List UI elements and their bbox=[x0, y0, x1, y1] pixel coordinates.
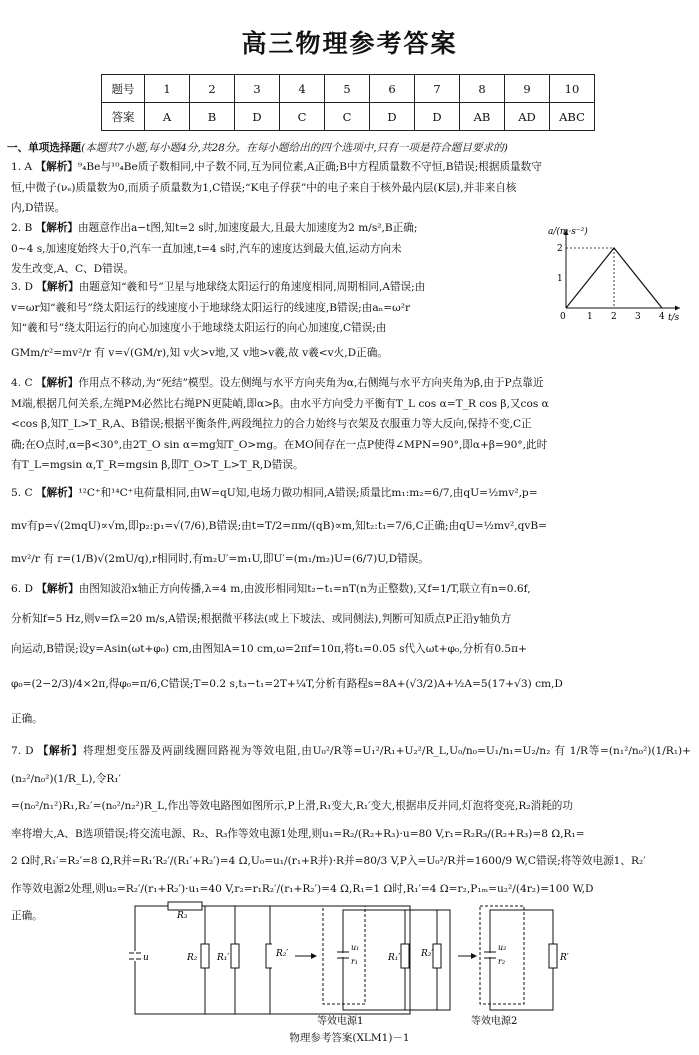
solution-line: 确;在O点时,α=β<30°,由2T_O sin α=mg知T_O>mg。在MO间存在一点P使得∠MPN=90°,即α+β=90°,此时 bbox=[11, 438, 548, 451]
solution-text: 将理想变压器及两副线圈回路视为等效电阻,由U₀²/R等=U₁²/R₁+U₂²/R_L,U₀/n₀=U₁/n₁=U₂/n₂ 有 1/R等=(n₁²/n₀²)(1/R₁)+(n₂²/n₀²)(1/R_L),令R₁′ bbox=[11, 745, 692, 785]
equivalent-source2-box bbox=[480, 906, 524, 1004]
answer-prefix: 2. B bbox=[11, 222, 33, 234]
arrow-right-icon bbox=[458, 953, 477, 959]
answer-cell: A bbox=[145, 103, 190, 131]
solution-q2 bbox=[11, 218, 546, 280]
solution-text: ¹²C⁺和¹⁴C⁺电荷量相同,由W=qU知,电场力做功相同,A错误;质量比m₁:m₂=6/7,由qU=½mv²,p= bbox=[78, 487, 538, 499]
answer-cell: B bbox=[190, 103, 235, 131]
question-number: 4 bbox=[280, 75, 325, 103]
solution-line: 内,D错误。 bbox=[11, 202, 66, 214]
solution-line: 有T_L=mgsin α,T_R=mgsin β,即T_O>T_L>T_R,D错误。 bbox=[11, 459, 304, 471]
resistor-r2 bbox=[201, 944, 209, 968]
answer-cell: AB bbox=[460, 103, 505, 131]
x-tick-label: 4 bbox=[659, 312, 665, 322]
answer-table-row-label: 答案 bbox=[102, 103, 145, 131]
answer-prefix: 5. C bbox=[11, 487, 33, 499]
analysis-tag: 【解析】 bbox=[35, 222, 79, 234]
section-title: 一、单项选择题 bbox=[7, 142, 82, 154]
resistor-r3 bbox=[168, 902, 202, 910]
answer-table bbox=[101, 74, 595, 131]
solution-line bbox=[11, 157, 691, 178]
r2p-label-2: R₂′ bbox=[421, 949, 434, 959]
answer-cell: D bbox=[235, 103, 280, 131]
r2-source-label: r₂ bbox=[498, 957, 506, 966]
analysis-tag: 【解析】 bbox=[35, 161, 78, 173]
solution-text: 由图知波沿x轴正方向传播,λ=4 m,由波形相同知t₂−t₁=nT(n为正整数),又f=1/T,联立有n=0.6f, bbox=[78, 583, 531, 595]
solution-line bbox=[11, 218, 546, 239]
solution-text: 由题意作出a−t图,知t=2 s时,加速度最大,且最大加速度为2 m/s²,B正确; bbox=[78, 222, 418, 234]
solution-q1 bbox=[11, 157, 691, 219]
y-tick-label: 2 bbox=[557, 244, 563, 254]
answer-cell: AD bbox=[505, 103, 550, 131]
x-tick-label: 2 bbox=[611, 312, 617, 322]
solution-line bbox=[11, 277, 546, 298]
r2p-label: R₂′ bbox=[276, 949, 289, 959]
answer-table-number-row bbox=[102, 75, 595, 103]
r1p-label: R₁′ bbox=[217, 953, 230, 963]
analysis-tag: 【解析】 bbox=[36, 281, 79, 293]
question-number: 7 bbox=[415, 75, 460, 103]
question-number: 2 bbox=[190, 75, 235, 103]
answer-prefix: 4. C bbox=[11, 377, 33, 389]
graph-tick-labels bbox=[557, 244, 665, 322]
answer-prefix: 1. A bbox=[11, 161, 33, 173]
section-heading bbox=[7, 139, 695, 157]
solution-text: ⁹₄Be与¹⁰₄Be质子数相同,中子数不同,互为同位素,A正确;B中方程质量数不守恒,B错误;根据质量数守 bbox=[77, 161, 542, 173]
solution-line bbox=[11, 373, 691, 394]
solution-line: 0~4 s,加速度始终大于0,汽车一直加速,t=4 s时,汽车的速度达到最大值,运动方向未 bbox=[11, 242, 402, 255]
solution-line: φ₀=(2−2/3)/4×2π,得φ₀=π/6,C错误;T=0.2 s,t₃−t₁=2T+¼T,分析有路程s=8A+(√3/2)A+½A=5(17+√3) cm,D bbox=[11, 678, 563, 690]
solution-line: 率将增大,A、B选项错误;将交流电源、R₂、R₃作等效电源1处理,则u₁=R₂/(R₂+R₃)·u=80 V,r₁=R₂R₃/(R₂+R₃)=8 Ω,R₁= bbox=[11, 827, 585, 840]
analysis-tag: 【解析】 bbox=[36, 583, 79, 595]
solution-line bbox=[11, 574, 691, 604]
answer-cell: D bbox=[370, 103, 415, 131]
resistor-r2-prime-2 bbox=[433, 944, 441, 968]
u2-label: u₂ bbox=[498, 943, 507, 952]
x-tick-label: 3 bbox=[635, 312, 641, 322]
equivalent-circuit-diagram bbox=[125, 896, 595, 1028]
resistor-r1-prime bbox=[231, 944, 239, 968]
r1-source-label: r₁ bbox=[351, 957, 359, 966]
solution-q3 bbox=[11, 277, 546, 367]
page-footer: 物理参考答案(XLM1)－1 bbox=[289, 1032, 410, 1044]
solution-line bbox=[11, 738, 691, 793]
x-axis-arrow-icon bbox=[675, 306, 680, 311]
u1-label: u₁ bbox=[351, 943, 360, 952]
x-axis-label: t/s bbox=[668, 313, 680, 323]
answer-prefix: 7. D bbox=[11, 745, 34, 757]
solution-line: 正确。 bbox=[11, 910, 43, 922]
r3-label: R₃ bbox=[177, 911, 188, 921]
solution-text: 作用点不移动,为“死结”模型。设左侧绳与水平方向夹角为α,右侧绳与水平方向夹角为β,由于P点靠近 bbox=[78, 377, 544, 389]
solution-q5 bbox=[11, 477, 691, 576]
question-number: 6 bbox=[370, 75, 415, 103]
equivalent-source2-label: 等效电源2 bbox=[471, 1016, 518, 1027]
acceleration-time-graph bbox=[548, 224, 688, 324]
analysis-tag: 【解析】 bbox=[35, 377, 79, 389]
source-u-label: u bbox=[143, 953, 149, 963]
question-number: 10 bbox=[550, 75, 595, 103]
solution-line: 分析知f=5 Hz,则v=fλ=20 m/s,A错误;根据微平移法(或上下坡法、或同侧法),判断可知质点P正沿y轴负方 bbox=[11, 613, 512, 625]
answer-prefix: 6. D bbox=[11, 583, 33, 595]
solution-line: mv²/r 有 r=(1/B)√(2mU/q),r相同时,有m₂U′=m₁U,即U′=(m₁/m₂)U=(6/7)U,D错误。 bbox=[11, 553, 429, 565]
solution-text: 由题意知“羲和号”卫星与地球绕太阳运行的角速度相同,周期相同,A错误;由 bbox=[78, 281, 426, 293]
resistor-r1-prime-2 bbox=[401, 944, 409, 968]
answer-table-answer-row bbox=[102, 103, 595, 131]
solution-line: 正确。 bbox=[11, 713, 43, 725]
question-number: 9 bbox=[505, 75, 550, 103]
solution-line: <cos β,知T_L>T_R,A、B错误;根据平衡条件,两段绳拉力的合力始终与衣架及衣服重力等大反向,保持不变,C正 bbox=[11, 418, 532, 430]
solution-line: 发生改变,A、C、D错误。 bbox=[11, 263, 134, 275]
solution-q6 bbox=[11, 574, 691, 734]
r2-label: R₂ bbox=[187, 953, 198, 963]
y-axis-label: a/(m·s⁻²) bbox=[548, 227, 588, 237]
y-tick-label: 1 bbox=[557, 274, 563, 284]
r1p-label-2: R₁′ bbox=[388, 953, 401, 963]
answer-table-row-label: 题号 bbox=[102, 75, 145, 103]
resistor-r-prime bbox=[549, 944, 557, 968]
question-number: 5 bbox=[325, 75, 370, 103]
solution-line: mv有p=√(2mqU)∝√m,即p₂:p₁=√(7/6),B错误;由t=T/2=πm/(qB)∝m,知t₂:t₁=7/6,C正确;由qU=½mv²,qvB= bbox=[11, 520, 548, 532]
page-title: 高三物理参考答案 bbox=[241, 29, 458, 58]
solution-line: 向运动,B错误;设y=Asin(ωt+φ₀) cm,由图知A=10 cm,ω=2πf=10π,将t₁=0.05 s代入ωt+φ₀,分析有0.5π+ bbox=[11, 643, 528, 655]
answer-cell: C bbox=[280, 103, 325, 131]
solution-line: =(n₀²/n₁²)R₁,R₂′=(n₀²/n₂²)R_L,作出等效电路图如图所示,P上滑,R₁变大,R₁′变大,根据串反并同,灯泡将变亮,R₂消耗的功 bbox=[11, 800, 573, 812]
solution-line bbox=[11, 477, 691, 510]
equivalent-source1-label: 等效电源1 bbox=[317, 1016, 364, 1027]
solution-line: v=ωr知“羲和号”绕太阳运行的线速度小于地球绕太阳运行的线速度,B错误;由aₙ=ω²r bbox=[11, 301, 411, 314]
answer-cell: D bbox=[415, 103, 460, 131]
question-number: 1 bbox=[145, 75, 190, 103]
solution-line: M端,根据几何关系,左绳PM必然比右绳PN更陡峭,即α>β。由水平方向受力平衡有T_L cos α=T_R cos β,又cos α bbox=[11, 397, 549, 410]
origin-label: 0 bbox=[560, 312, 566, 322]
solution-line: 恒,中微子(νₑ)质量数为0,而质子质量数为1,C错误;“K电子俘获”中的电子来自于核外最内层(K层),并非来自核 bbox=[11, 181, 517, 194]
answer-prefix: 3. D bbox=[11, 281, 33, 293]
answer-cell: C bbox=[325, 103, 370, 131]
question-number: 3 bbox=[235, 75, 280, 103]
analysis-tag: 【解析】 bbox=[37, 745, 83, 757]
analysis-tag: 【解析】 bbox=[35, 487, 79, 499]
answer-cell: ABC bbox=[550, 103, 595, 131]
solution-line: 作等效电源2处理,则u₂=R₂′/(r₁+R₂′)·u₁=40 V,r₂=r₁R₂′/(r₁+R₂′)=4 Ω,R₁=1 Ω时,R₁′=4 Ω=r₂,P₁ₘ=u₂²/(4r₂)=100 W,D bbox=[11, 882, 594, 895]
r-prime-label: R′ bbox=[560, 953, 569, 963]
solution-line: 2 Ω时,R₁′=R₂′=8 Ω,R并=R₁′R₂′/(R₁′+R₂′)=4 Ω,U₀=u₁/(r₁+R并)·R并=80/3 V,P入=U₀²/R并=1600/9 W,C错误;将等效电源1、R₂′ bbox=[11, 855, 646, 867]
solution-q4 bbox=[11, 373, 691, 476]
solution-line: GMm/r²=mv²/r 有 v=√(GM/r),知 v火>v地,又 v地>v羲,故 v羲<v火,D正确。 bbox=[11, 346, 388, 359]
section-note: (本题共7小题,每小题4分,共28分。在每小题给出的四个选项中,只有一项是符合题目要求的) bbox=[81, 142, 508, 154]
x-tick-label: 1 bbox=[587, 312, 593, 322]
solution-line: 知“羲和号”绕太阳运行的向心加速度小于地球绕太阳运行的向心加速度,C错误;由 bbox=[11, 322, 387, 334]
question-number: 8 bbox=[460, 75, 505, 103]
